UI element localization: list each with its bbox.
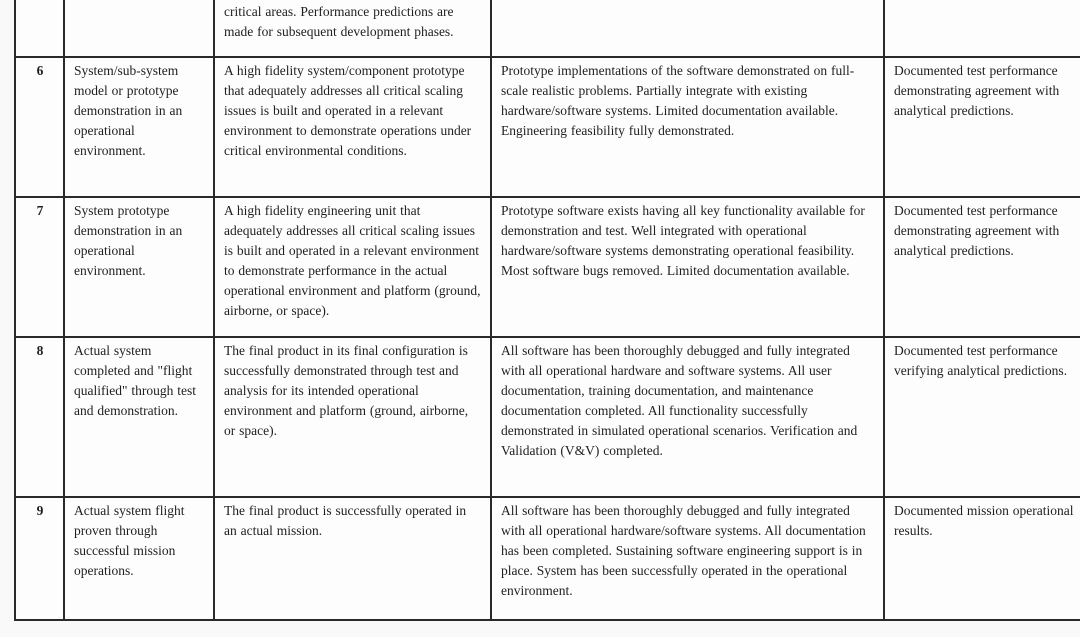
software-description-text: All software has been thoroughly debugged and fully integrated with all operational hardware/software systems. All documentation has been completed. Sustaining software engineering support is in place. System has been successfully operated in the operational environment. (501, 503, 866, 598)
exit-criteria-text: Documented mission operational results. (894, 503, 1074, 538)
exit-criteria-cell (884, 0, 1080, 57)
trl-row-9 (15, 497, 1080, 620)
trl-number-cell (15, 337, 64, 497)
exit-criteria-cell (884, 57, 1080, 197)
software-description-cell (491, 0, 884, 57)
exit-criteria-cell (884, 337, 1080, 497)
software-description-text: All software has been thoroughly debugged and fully integrated with all operational hardware and software systems. All user documentation, training documentation, and maintenance documentation completed. All functionality successfully demonstrated in simulated operational scenarios. Verification and Validation (V&V) completed. (501, 343, 858, 458)
software-description-text: Prototype software exists having all key functionality available for demonstration and test. Well integrated with operational hardware/software systems demonstrating operational feasibility. Most software bugs removed. Limited documentation available. (501, 203, 865, 278)
trl-number-cell (15, 497, 64, 620)
software-description-text: Prototype implementations of the software demonstrated on full-scale realistic problems. Partially integrate with existing hardware/software systems. Limited documentation available. Engineering feasibility fully demonstrated. (501, 63, 855, 138)
software-description-cell (491, 497, 884, 620)
exit-criteria-text: Documented test performance demonstrating agreement with analytical predictions. (894, 63, 1060, 118)
trl-title-cell (64, 57, 214, 197)
trl-table (14, 0, 1080, 621)
trl-number: 9 (36, 503, 44, 518)
trl-number: 6 (36, 63, 44, 78)
trl-number: 8 (36, 343, 44, 358)
trl-title-text: System prototype demonstration in an operational environment. (74, 203, 183, 278)
trl-row-continued (15, 0, 1080, 57)
software-description-cell (491, 57, 884, 197)
hardware-description-text: A high fidelity engineering unit that adequately addresses all critical scaling issues is built and operated in a relevant environment to demonstrate performance in the actual operational environment and platform (ground, airborne, or space). (224, 203, 481, 318)
exit-criteria-text: Documented test performance demonstrating agreement with analytical predictions. (894, 203, 1060, 258)
hardware-description-text: The final product in its final configuration is successfully demonstrated through test and analysis for its intended operational environment and platform (ground, airborne, or space). (224, 343, 469, 438)
trl-title-cell (64, 197, 214, 337)
trl-title-text: System/sub-system model or prototype demonstration in an operational environment. (74, 63, 183, 158)
exit-criteria-cell (884, 497, 1080, 620)
hardware-description-cell (214, 197, 491, 337)
hardware-description-cell (214, 57, 491, 197)
hardware-description-text: The final product is successfully operated in an actual mission. (224, 503, 467, 538)
trl-number-cell (15, 57, 64, 197)
hardware-description-cell (214, 0, 491, 57)
software-description-cell (491, 197, 884, 337)
hardware-description-text: A high fidelity system/component prototype that adequately addresses all critical scaling issues is built and operated in a relevant environment to demonstrate operations under critical environmental conditions. (224, 63, 472, 158)
software-description-cell (491, 337, 884, 497)
trl-title-cell (64, 0, 214, 57)
trl-row-7 (15, 197, 1080, 337)
hardware-description-cell (214, 337, 491, 497)
exit-criteria-cell (884, 197, 1080, 337)
trl-title-text: Actual system flight proven through successful mission operations. (74, 503, 185, 578)
trl-row-8 (15, 337, 1080, 497)
exit-criteria-text: Documented test performance verifying analytical predictions. (894, 343, 1068, 378)
hardware-description-cell (214, 497, 491, 620)
trl-title-cell (64, 497, 214, 620)
trl-number-cell (15, 197, 64, 337)
trl-row-6 (15, 57, 1080, 197)
trl-title-text: Actual system completed and "flight qualified" through test and demonstration. (74, 343, 196, 418)
trl-number-cell (15, 0, 64, 57)
trl-number: 7 (36, 203, 44, 218)
hardware-description-text: critical areas. Performance predictions are made for subsequent development phases. (224, 4, 454, 39)
trl-title-cell (64, 337, 214, 497)
